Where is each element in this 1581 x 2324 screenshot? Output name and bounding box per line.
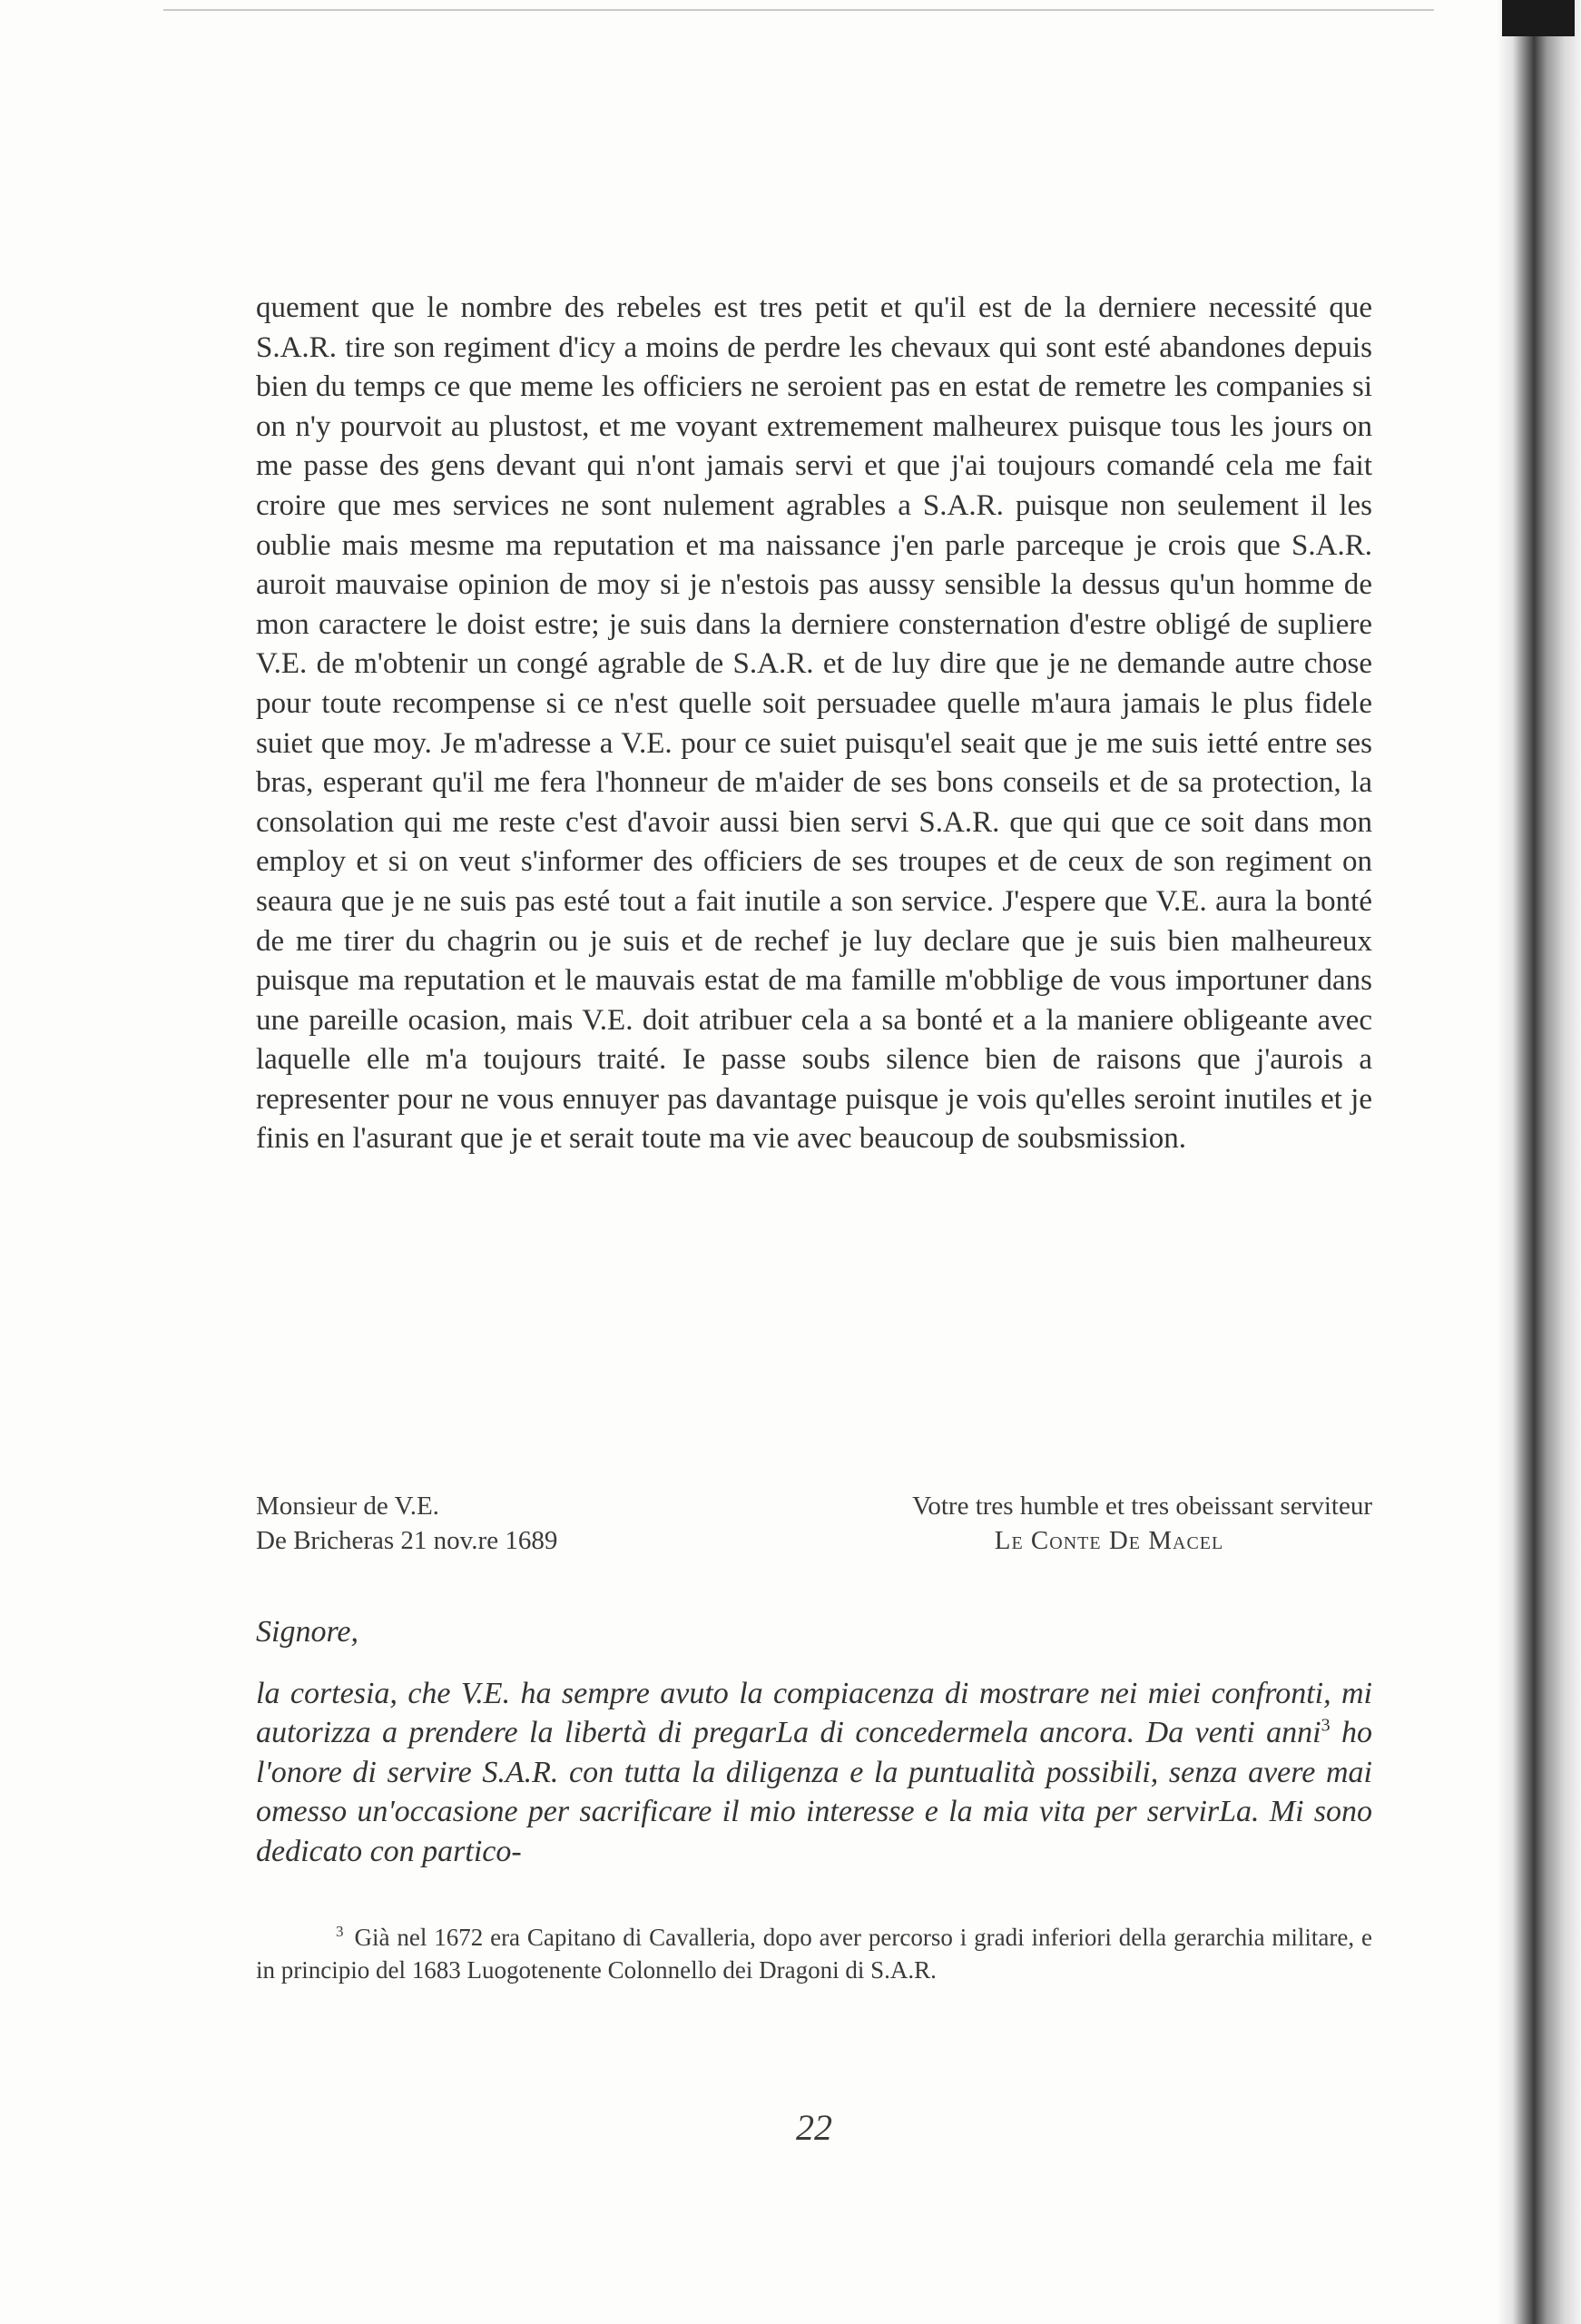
signature-right (773, 1489, 1372, 1558)
italian-translation (256, 1612, 1372, 1871)
place-date: De Bricheras 21 nov.re 1689 (256, 1526, 558, 1555)
book-binding-top (1502, 0, 1575, 36)
translation-text-end: ho l'onore di servire S.A.R. con tutta la diligenza e la puntualità possibili, senza avere mai omesso un'occasione per sacrificare il mio interesse e la mia vita per servirLa. Mi sono dedicato con partico- (256, 1716, 1372, 1868)
translation-paragraph (256, 1674, 1372, 1872)
closing-formula: Votre tres humble et tres obeissant serviteur (912, 1492, 1372, 1521)
footnote-reference[interactable]: 3 (1321, 1715, 1331, 1736)
footnote-text: Già nel 1672 era Capitano di Cavalleria, dopo aver percorso i gradi inferiori della gerarchia militare, e in principio del 1683 Luogotenente Colonnello dei Dragoni di S.A.R. (256, 1924, 1372, 1984)
translation-salutation: Signore, (256, 1615, 359, 1649)
french-letter-body (256, 289, 1372, 1159)
signer-name: Le Conte De Macel (994, 1526, 1224, 1555)
footnote-number: 3 (336, 1923, 344, 1940)
footnote-paragraph (256, 1922, 1372, 1986)
page-top-edge (163, 9, 1434, 11)
book-binding-shadow (1496, 0, 1581, 2324)
translation-text-start: la cortesia, che V.E. ha sempre avuto la compiacenza di mostrare nei miei confronti, mi autorizza a prendere la libertà di pregarLa di concedermela ancora. Da venti anni (256, 1676, 1372, 1749)
signature-left (256, 1489, 764, 1558)
page-number: 22 (796, 2107, 832, 2148)
footnote (256, 1922, 1372, 1986)
letter-paragraph: quement que le nombre des rebeles est tres petit et qu'il est de la derniere necessité que S.A.R. tire son regiment d'icy a moins de perdre les chevaux qui sont esté abandones depuis bien du temps ce que meme les officiers ne seroient pas en estat de remetre les companies si on n'y pourvoit au plustost, et me voyant extremement malheurex puisque tous les jours on me passe des gens devant qui n'ont jamais servi et que j'ai toujours comandé cela me fait croire que mes services ne sont nulement agrables a S.A.R. puisque non seulement il les oublie mais mesme ma reputation et ma naissance j'en parle parceque je crois que S.A.R. auroit mauvaise opinion de moy si je n'estois pas aussy sensible la dessus qu'un homme de mon caractere le doist estre; je suis dans la derniere consternation d'estre obligé de supliere V.E. de m'obtenir un congé agrable de S.A.R. et de luy dire que je ne demande autre chose pour toute recompense si ce n'est quelle soit persuadee quelle m'aura jamais le plus fidele suiet que moy. Je m'adresse a V.E. pour ce suiet puisqu'el seait que je me suis ietté entre ses bras, esperant qu'il me fera l'honneur de m'aider de ses bons conseils et de sa protection, la consolation qui me reste c'est d'avoir aussi bien servi S.A.R. que qui que ce soit dans mon employ et si on veut s'informer des officiers de ses troupes et de ceux de son regiment on seaura que je ne suis pas esté tout a fait inutile a son service. J'espere que V.E. aura la bonté de me tirer du chagrin ou je suis et de rechef je luy declare que je suis bien malheureux puisque ma reputation et le mauvais estat de ma famille m'obblige de vous importuner dans une pareille ocasion, mais V.E. doit atribuer cela a sa bonté et a la maniere obligeante avec laquelle elle m'a toujours traité. Ie passe soubs silence bien de raisons que j'aurois a representer pour ne vous ennuyer pas davantage puisque je vois qu'elles seroint inutiles et je finis en l'asurant que je et serait toute ma vie avec beaucoup de soubsmission. (256, 291, 1372, 1156)
addressee: Monsieur de V.E. (256, 1492, 439, 1521)
